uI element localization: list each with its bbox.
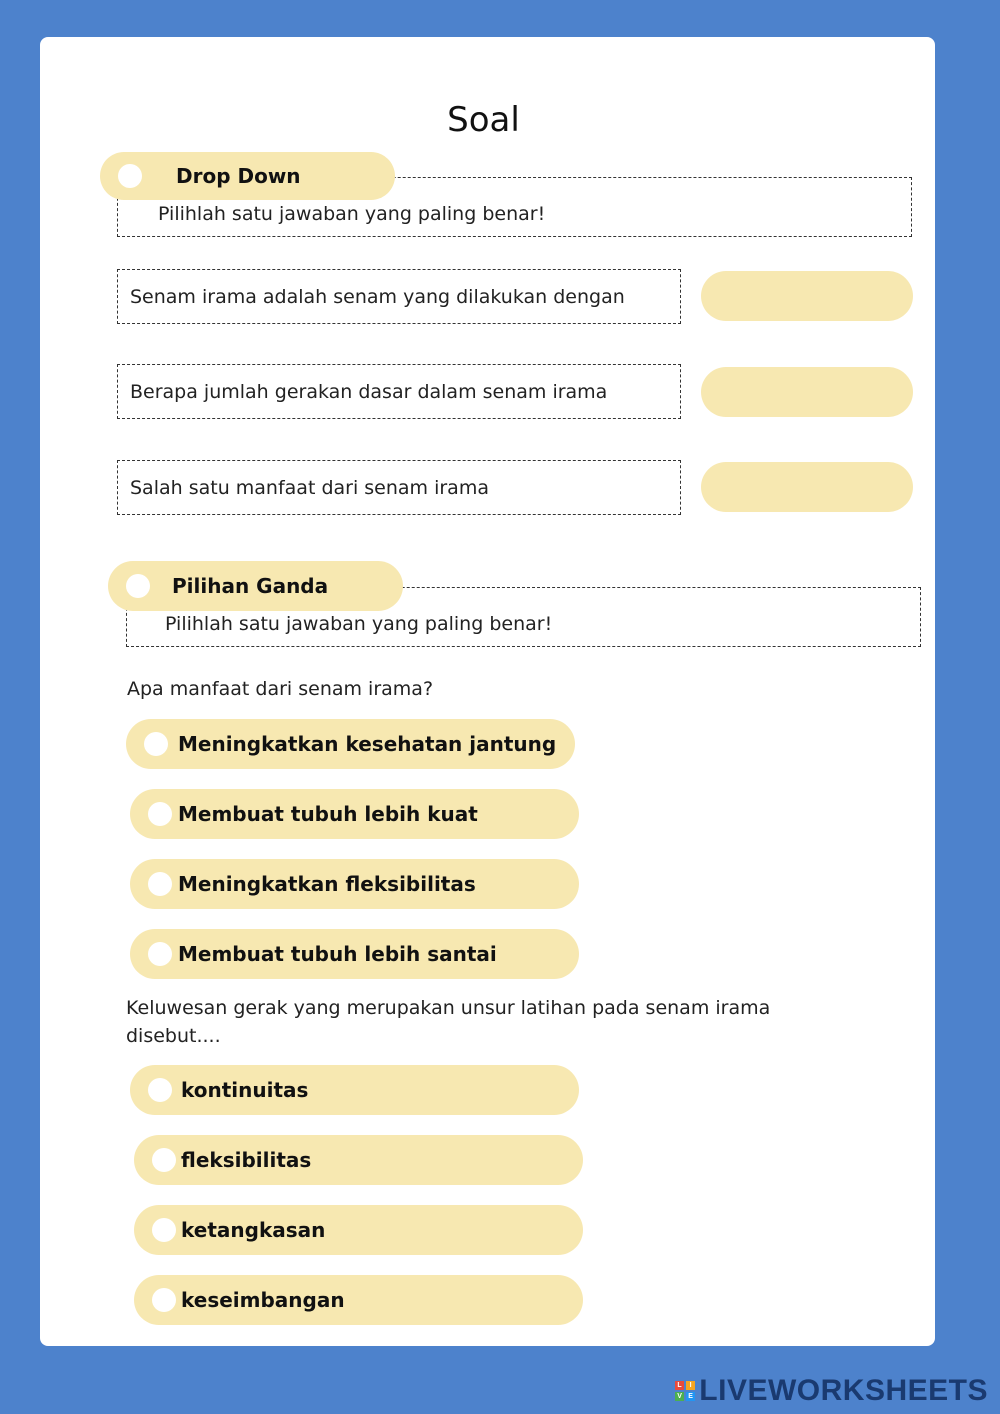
liveworksheets-logo — [675, 1374, 988, 1408]
header-bullet-icon — [126, 574, 150, 598]
option-label: Membuat tubuh lebih santai — [178, 942, 497, 966]
mc-q2-option-4[interactable] — [134, 1275, 583, 1325]
logo-mark-letter: E — [688, 1393, 694, 1400]
option-label: fleksibilitas — [181, 1148, 312, 1172]
logo-mark-icon — [675, 1381, 695, 1401]
dropdown-section-header — [100, 152, 395, 200]
page-title: Soal — [447, 100, 520, 140]
logo-mark-letter: L — [675, 1381, 684, 1390]
logo-mark-letter: V — [677, 1393, 683, 1400]
option-label: Meningkatkan fleksibilitas — [178, 872, 476, 896]
dropdown-question-1 — [117, 269, 681, 324]
header-bullet-icon — [118, 164, 142, 188]
option-label: keseimbangan — [181, 1288, 345, 1312]
radio-icon — [148, 872, 172, 896]
mc-q1-option-1[interactable] — [126, 719, 575, 769]
question-text: Salah satu manfaat dari senam irama — [130, 476, 489, 499]
mc-section-header — [108, 561, 403, 611]
dropdown-answer-1[interactable] — [701, 271, 913, 321]
radio-icon — [152, 1288, 176, 1312]
mc-q1-option-3[interactable] — [130, 859, 579, 909]
mc-question-1: Apa manfaat dari senam irama? — [127, 678, 434, 700]
mc-instruction: Pilihlah satu jawaban yang paling benar! — [165, 613, 553, 635]
radio-icon — [144, 732, 168, 756]
radio-icon — [148, 1078, 172, 1102]
option-label: Meningkatkan kesehatan jantung — [178, 732, 557, 756]
dropdown-instruction: Pilihlah satu jawaban yang paling benar! — [158, 203, 546, 225]
option-label: kontinuitas — [181, 1078, 309, 1102]
radio-icon — [148, 802, 172, 826]
option-label: Membuat tubuh lebih kuat — [178, 802, 478, 826]
mc-question-2: Keluwesan gerak yang merupakan unsur latihan pada senam irama disebut.... — [126, 997, 771, 1047]
dropdown-question-3 — [117, 460, 681, 515]
option-label: ketangkasan — [181, 1218, 326, 1242]
dropdown-header-label: Drop Down — [176, 164, 301, 188]
dropdown-answer-3[interactable] — [701, 462, 913, 512]
question-text: Berapa jumlah gerakan dasar dalam senam irama — [130, 380, 608, 403]
mc-q2-option-2[interactable] — [134, 1135, 583, 1185]
radio-icon — [152, 1218, 176, 1242]
logo-mark-letter: I — [686, 1381, 695, 1390]
dropdown-question-2 — [117, 364, 681, 419]
dropdown-answer-2[interactable] — [701, 367, 913, 417]
mc-q1-option-4[interactable] — [130, 929, 579, 979]
mc-q2-option-1[interactable] — [130, 1065, 579, 1115]
logo-text: LIVEWORKSHEETS — [699, 1374, 988, 1407]
mc-q1-option-2[interactable] — [130, 789, 579, 839]
mc-q2-option-3[interactable] — [134, 1205, 583, 1255]
radio-icon — [152, 1148, 176, 1172]
mc-header-label: Pilihan Ganda — [172, 574, 329, 598]
radio-icon — [148, 942, 172, 966]
question-text: Senam irama adalah senam yang dilakukan dengan — [130, 285, 625, 308]
